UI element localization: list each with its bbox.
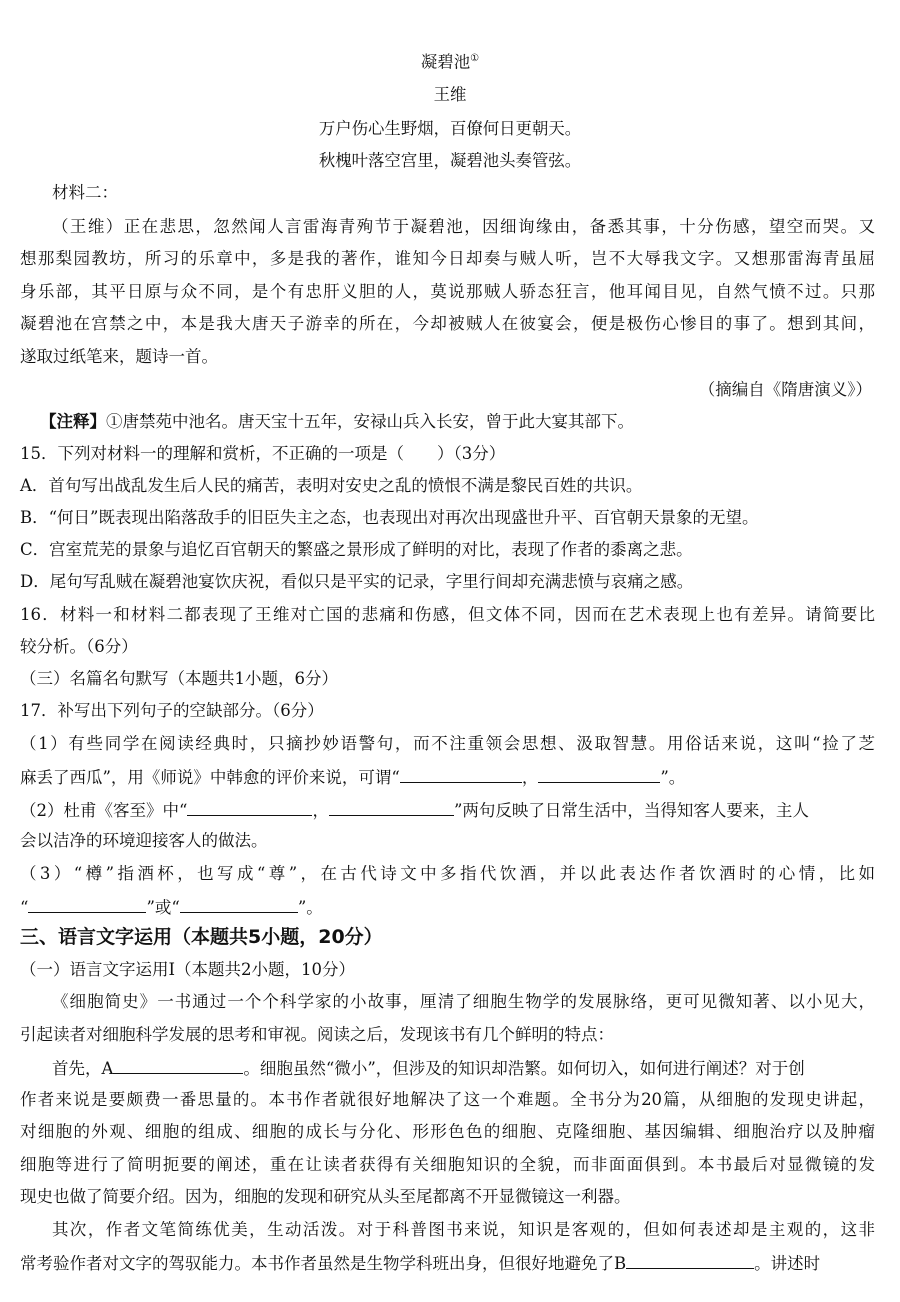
material2-label: 材料二： bbox=[52, 183, 118, 202]
material2-para-line-3: 身乐部，其平日原与众不同，是个有忠肝义胆的人，莫说那贼人骄态狂言，他耳闻目见，自然气愤不过。只那 bbox=[20, 282, 875, 301]
material2-para-line-4: 凝碧池在宫禁之中，本是我大唐天子游幸的所在，今却被贼人在彼宴会，便是极伤心惨目的事了。想到其间， bbox=[20, 314, 875, 333]
poem-title bbox=[0, 54, 900, 71]
passage-p2-line-1 bbox=[52, 1059, 805, 1078]
passage-p2-line-4: 细胞等进行了简明扼要的阐述，重在让读者获得有关细胞知识的全貌，而非面面俱到。本书最后对显微镜的发 bbox=[20, 1155, 875, 1174]
poem-title-note: ① bbox=[470, 53, 480, 64]
poem-line-1: 万户伤心生野烟，百僚何日更朝天。 bbox=[318, 119, 582, 138]
poem-author: 王维 bbox=[433, 85, 467, 104]
q17-sub2-line-2: 会以洁净的环境迎接客人的做法。 bbox=[20, 831, 268, 850]
q15-option-b: B．“何日”既表现出陷落敌手的旧臣失主之态，也表现出对再次出现盛世升平、百官朝天景象的无望。 bbox=[20, 508, 759, 527]
passage-p2-line-2: 作者来说是要颇费一番思量的。本书作者就很好地解决了这一个难题。全书分为20篇，从细胞的发现史讲起， bbox=[20, 1090, 875, 1109]
passage-blank-a[interactable] bbox=[113, 1059, 243, 1074]
annotation-note bbox=[40, 414, 634, 431]
section-famous-lines-title: （三）名篇名句默写（本题共1小题，6分） bbox=[20, 669, 338, 688]
q17-sub3-text-a: “ bbox=[20, 898, 29, 917]
q17-sub3-line-2 bbox=[20, 898, 323, 917]
q17-sub1-text-b: ， bbox=[521, 768, 539, 787]
q17-sub1-text-c: ”。 bbox=[660, 768, 686, 787]
q17-sub3-line-1: （3）“樽”指酒杯，也写成“尊”，在古代诗文中多指代饮酒，并以此表达作者饮酒时的心情，比如 bbox=[20, 864, 875, 883]
annotation-label: 【注释】 bbox=[40, 412, 106, 431]
q17-sub2-text-a: （2）杜甫《客至》中“ bbox=[20, 801, 188, 820]
poem-line-2: 秋槐叶落空宫里，凝碧池头奏管弦。 bbox=[318, 151, 582, 170]
q17-sub3-text-b: ”或“ bbox=[146, 898, 180, 917]
passage-p1-line-2: 引起读者对细胞科学发展的思考和审视。阅读之后，发现该书有几个鲜明的特点： bbox=[20, 1025, 614, 1044]
material2-source: （摘编自《隋唐演义》） bbox=[698, 380, 872, 399]
q15-option-d: D．尾句写乱贼在凝碧池宴饮庆祝，看似只是平实的记录，字里行间却充满悲愤与哀痛之感。 bbox=[20, 572, 694, 591]
q17-sub3-blank-2[interactable] bbox=[180, 898, 298, 913]
part3-subsection-1: （一）语言文字运用Ⅰ（本题共2小题，10分） bbox=[20, 960, 356, 979]
q17-sub2-text-c: ”两句反映了日常生活中，当得知客人要来，主人 bbox=[453, 801, 809, 820]
q17-sub2-line-1 bbox=[20, 801, 809, 820]
q17-sub2-blank-1[interactable] bbox=[187, 801, 312, 816]
passage-p3-line-1: 其次，作者文笔简练优美，生动活泼。对于科普图书来说，知识是客观的，但如何表述却是主观的，这非 bbox=[52, 1220, 875, 1239]
q15-stem: 15．下列对材料一的理解和赏析，不正确的一项是（ ）（3分） bbox=[20, 444, 506, 463]
passage-p1-line-1: 《细胞简史》一书通过一个个科学家的小故事，厘清了细胞生物学的发展脉络，更可见微知著、以小见大， bbox=[52, 992, 875, 1011]
material2-para-line-1: （王维）正在悲思，忽然闻人言雷海青殉节于凝碧池，因细询缘由，备悉其事，十分伤感，望空而哭。又 bbox=[52, 217, 875, 236]
annotation-text: ①唐禁苑中池名。唐天宝十五年，安禄山兵入长安，曾于此大宴其部下。 bbox=[106, 412, 634, 431]
passage-p3-text-b: 。讲述时 bbox=[754, 1254, 821, 1273]
material2-para-line-5: 遂取过纸笔来，题诗一首。 bbox=[20, 347, 218, 366]
q17-sub2-text-b: ， bbox=[312, 801, 329, 820]
q17-sub1-blank-1[interactable] bbox=[400, 768, 522, 783]
q16-line-1: 16．材料一和材料二都表现了王维对亡国的悲痛和伤感，但文体不同，因而在艺术表现上也有差异。请简要比 bbox=[20, 605, 875, 624]
q17-sub1-line-2 bbox=[20, 768, 685, 787]
passage-p2-line-3: 对细胞的外观、细胞的组成、细胞的成长与分化、形形色色的细胞、克隆细胞、基因编辑、细胞治疗以及肿瘤 bbox=[20, 1122, 875, 1141]
passage-p3-text-a: 常考验作者对文字的驾驭能力。本书作者虽然是生物学科班出身，但很好地避免了B bbox=[20, 1254, 627, 1273]
passage-p2-text-a: 首先，A bbox=[52, 1059, 114, 1078]
q17-stem: 17．补写出下列句子的空缺部分。（6分） bbox=[20, 701, 324, 720]
passage-p2-text-b: 。细胞虽然“微小”，但涉及的知识却浩繁。如何切入，如何进行阐述？对于创 bbox=[243, 1059, 805, 1078]
q17-sub1-line-1: （1）有些同学在阅读经典时，只摘抄妙语警句，而不注重领会思想、汲取智慧。用俗话来说，这叫“捡了芝 bbox=[20, 734, 875, 753]
part3-title: 三、语言文字运用（本题共5小题，20分） bbox=[20, 926, 383, 948]
q17-sub2-blank-2[interactable] bbox=[329, 801, 454, 816]
q17-sub3-text-c: ”。 bbox=[297, 898, 323, 917]
q17-sub3-blank-1[interactable] bbox=[28, 898, 146, 913]
q15-option-a: A．首句写出战乱发生后人民的痛苦，表明对安史之乱的愤恨不满是黎民百姓的共识。 bbox=[20, 476, 643, 495]
passage-p2-line-5: 现史也做了简要介绍。因为，细胞的发现和研究从头至尾都离不开显微镜这一利器。 bbox=[20, 1187, 631, 1206]
q17-sub1-text-a: 麻丢了西瓜”，用《师说》中韩愈的评价来说，可谓“ bbox=[20, 768, 400, 787]
q17-sub1-blank-2[interactable] bbox=[538, 768, 660, 783]
passage-p3-line-2 bbox=[20, 1254, 820, 1273]
q16-line-2: 较分析。（6分） bbox=[20, 637, 138, 656]
q15-option-c: C．宫室荒芜的景象与追忆百官朝天的繁盛之景形成了鲜明的对比，表现了作者的黍离之悲。 bbox=[20, 540, 693, 559]
poem-title-text: 凝碧池 bbox=[420, 52, 471, 72]
passage-blank-b[interactable] bbox=[626, 1254, 754, 1269]
material2-para-line-2: 想那梨园教坊，所习的乐章中，多是我的著作，谁知今日却奏与贼人听，岂不大辱我文字。又想那雷海青虽屈 bbox=[20, 249, 875, 268]
